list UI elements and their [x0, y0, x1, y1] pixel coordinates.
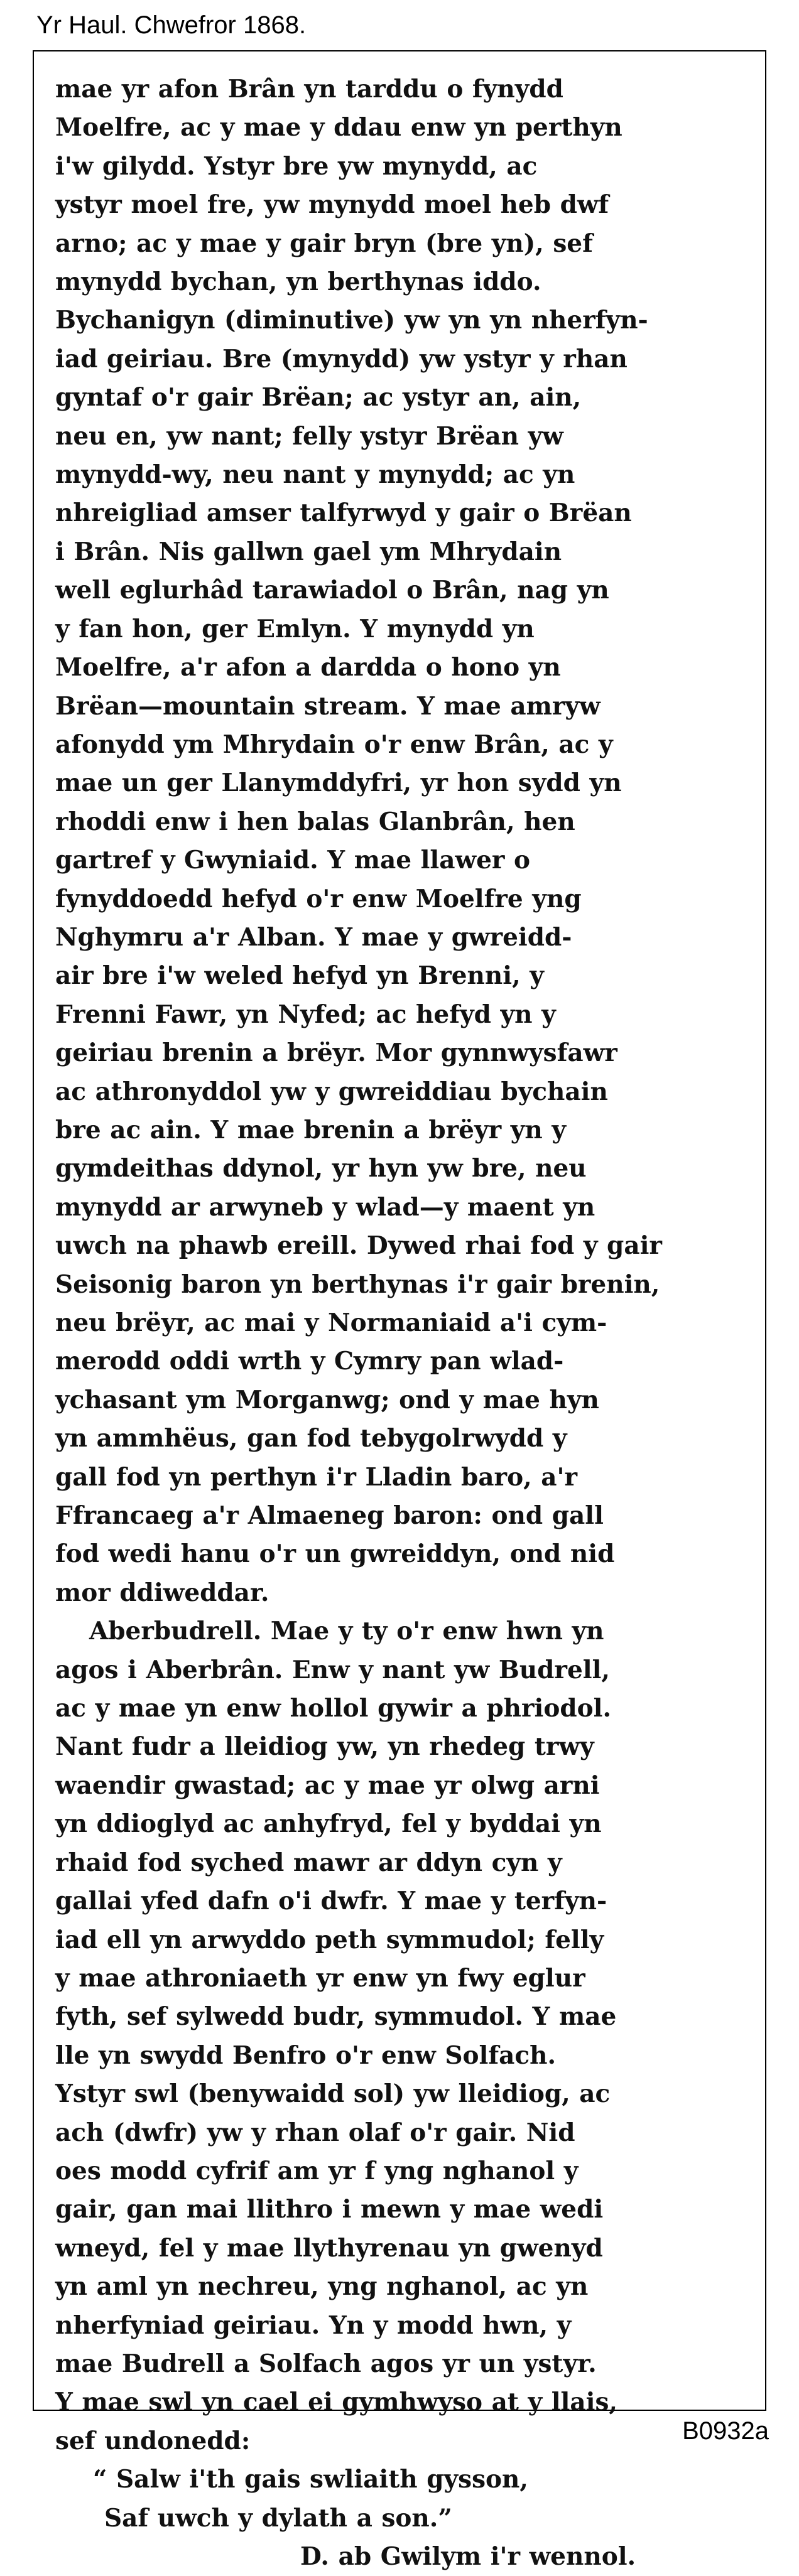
- text-line: uwch na phawb ereill. Dywed rhai fod y gair: [55, 1231, 662, 1261]
- text-line: Y mae swl yn cael ei gymhwyso at y llais,: [55, 2388, 617, 2417]
- article-text: [55, 70, 746, 2576]
- text-line: gall fod yn perthyn i'r Lladin baro, a'r: [55, 1462, 577, 1492]
- text-line: fod wedi hanu o'r un gwreiddyn, ond nid: [55, 1539, 615, 1569]
- text-line: oes modd cyfrif am yr f yng nghanol y: [55, 2156, 579, 2185]
- text-line: fynyddoedd hefyd o'r enw Moelfre yng: [55, 884, 582, 913]
- text-line: gair, gan mai llithro i mewn y mae wedi: [55, 2195, 604, 2224]
- text-line: Ystyr swl (benywaidd sol) yw lleidiog, ac: [55, 2079, 611, 2109]
- text-line: bre ac ain. Y mae brenin a brëyr yn y: [55, 1115, 566, 1145]
- text-line: merodd oddi wrth y Cymry pan wlad-: [55, 1347, 564, 1376]
- text-line: mynydd ar arwyneb y wlad—y maent yn: [55, 1192, 595, 1222]
- text-line: i Brân. Nis gallwn gael ym Mhrydain: [55, 537, 562, 566]
- text-line: air bre i'w weled hefyd yn Brenni, y: [55, 961, 544, 991]
- text-line: mynydd bychan, yn berthynas iddo.: [55, 267, 541, 297]
- text-line: mynydd-wy, neu nant y mynydd; ac yn: [55, 460, 575, 490]
- poem-line: Saf uwch y dylath a son.”: [104, 2503, 452, 2533]
- text-line: sef undonedd:: [55, 2426, 251, 2455]
- text-line: i'w gilydd. Ystyr bre yw mynydd, ac: [55, 151, 538, 181]
- text-line: Moelfre, a'r afon a dardda o hono yn: [55, 653, 561, 682]
- text-line: Bychanigyn (diminutive) yw yn yn nherfyn-: [55, 306, 648, 335]
- paragraph-bran: [55, 70, 746, 1612]
- text-line: gyntaf o'r gair Brëan; ac ystyr an, ain,: [55, 383, 582, 412]
- text-line: gartref y Gwyniaid. Y mae llawer o: [55, 846, 531, 875]
- text-line: yn ddioglyd ac anhyfryd, fel y byddai yn: [55, 1809, 602, 1839]
- text-line: yn ammhëus, gan fod tebygolrwydd y: [55, 1424, 567, 1453]
- text-line: neu brëyr, ac mai y Normaniaid a'i cym-: [55, 1308, 607, 1337]
- text-line: ach (dwfr) yw y rhan olaf o'r gair. Nid: [55, 2118, 575, 2147]
- text-line: waendir gwastad; ac y mae yr olwg arni: [55, 1770, 600, 1800]
- text-line: Seisonig baron yn berthynas i'r gair brenin,: [55, 1269, 660, 1299]
- text-line: ac athronyddol yw y gwreiddiau bychain: [55, 1077, 608, 1106]
- text-line: Brëan—mountain stream. Y mae amryw: [55, 691, 601, 721]
- text-line: Aberbudrell. Mae y ty o'r enw hwn yn: [89, 1617, 604, 1646]
- text-line: Frenni Fawr, yn Nyfed; ac hefyd yn y: [55, 1000, 556, 1029]
- text-line: lle yn swydd Benfro o'r enw Solfach.: [55, 2040, 557, 2070]
- text-line: ychasant ym Morganwg; ond y mae hyn: [55, 1385, 599, 1415]
- paragraph-aberbudrell: [55, 1612, 746, 2460]
- text-line: arno; ac y mae y gair bryn (bre yn), sef: [55, 229, 593, 258]
- text-line: mor ddiweddar.: [55, 1578, 269, 1607]
- text-line: ystyr moel fre, yw mynydd moel heb dwf: [55, 190, 609, 220]
- text-line: Moelfre, ac y mae y ddau enw yn perthyn: [55, 113, 622, 143]
- source-caption: Yr Haul. Chwefror 1868.: [36, 11, 307, 39]
- text-line: afonydd ym Mhrydain o'r enw Brân, ac y: [55, 730, 613, 759]
- text-line: rhoddi enw i hen balas Glanbrân, hen: [55, 807, 575, 836]
- text-line: Nant fudr a lleidiog yw, yn rhedeg trwy: [55, 1732, 594, 1762]
- text-line: ac y mae yn enw hollol gywir a phriodol.: [55, 1694, 612, 1723]
- text-line: Nghymru a'r Alban. Y mae y gwreidd-: [55, 922, 572, 952]
- quoted-couplet: [55, 2460, 746, 2576]
- poem-line: “ Salw i'th gais swliaith gysson,: [93, 2465, 528, 2494]
- text-line: y mae athroniaeth yr enw yn fwy eglur: [55, 1963, 585, 1993]
- text-line: rhaid fod syched mawr ar ddyn cyn y: [55, 1848, 562, 1877]
- text-line: mae Budrell a Solfach agos yr un ystyr.: [55, 2349, 597, 2378]
- text-line: iad ell yn arwyddo peth symmudol; felly: [55, 1925, 604, 1954]
- text-line: mae yr afon Brân yn tarddu o fynydd: [55, 75, 563, 104]
- text-line: Ffrancaeg a'r Almaeneg baron: ond gall: [55, 1501, 604, 1531]
- text-line: mae un ger Llanymddyfri, yr hon sydd yn: [55, 768, 622, 798]
- text-line: neu en, yw nant; felly ystyr Brëan yw: [55, 421, 563, 451]
- text-line: nhreigliad amser talfyrwyd y gair o Brëan: [55, 498, 632, 528]
- text-line: gymdeithas ddynol, yr hyn yw bre, neu: [55, 1154, 587, 1183]
- text-line: agos i Aberbrân. Enw y nant yw Budrell,: [55, 1655, 610, 1684]
- text-line: yn aml yn nechreu, yng nghanol, ac yn: [55, 2272, 589, 2302]
- poem-attribution: D. ab Gwilym i'r wennol.: [300, 2542, 636, 2571]
- text-line: gallai yfed dafn o'i dwfr. Y mae y terfyn-: [55, 1887, 607, 1916]
- text-line: nherfyniad geiriau. Yn y modd hwn, y: [55, 2310, 572, 2340]
- text-line: y fan hon, ger Emlyn. Y mynydd yn: [55, 614, 535, 644]
- text-line: well eglurhâd tarawiadol o Brân, nag yn: [55, 576, 609, 605]
- text-line: geiriau brenin a brëyr. Mor gynnwysfawr: [55, 1038, 617, 1068]
- text-line: wneyd, fel y mae llythyrenau yn gwenyd: [55, 2233, 603, 2263]
- text-line: fyth, sef sylwedd budr, symmudol. Y mae: [55, 2002, 617, 2032]
- text-line: iad geiriau. Bre (mynydd) yw ystyr y rhan: [55, 344, 628, 374]
- reference-code: B0932a: [682, 2417, 769, 2445]
